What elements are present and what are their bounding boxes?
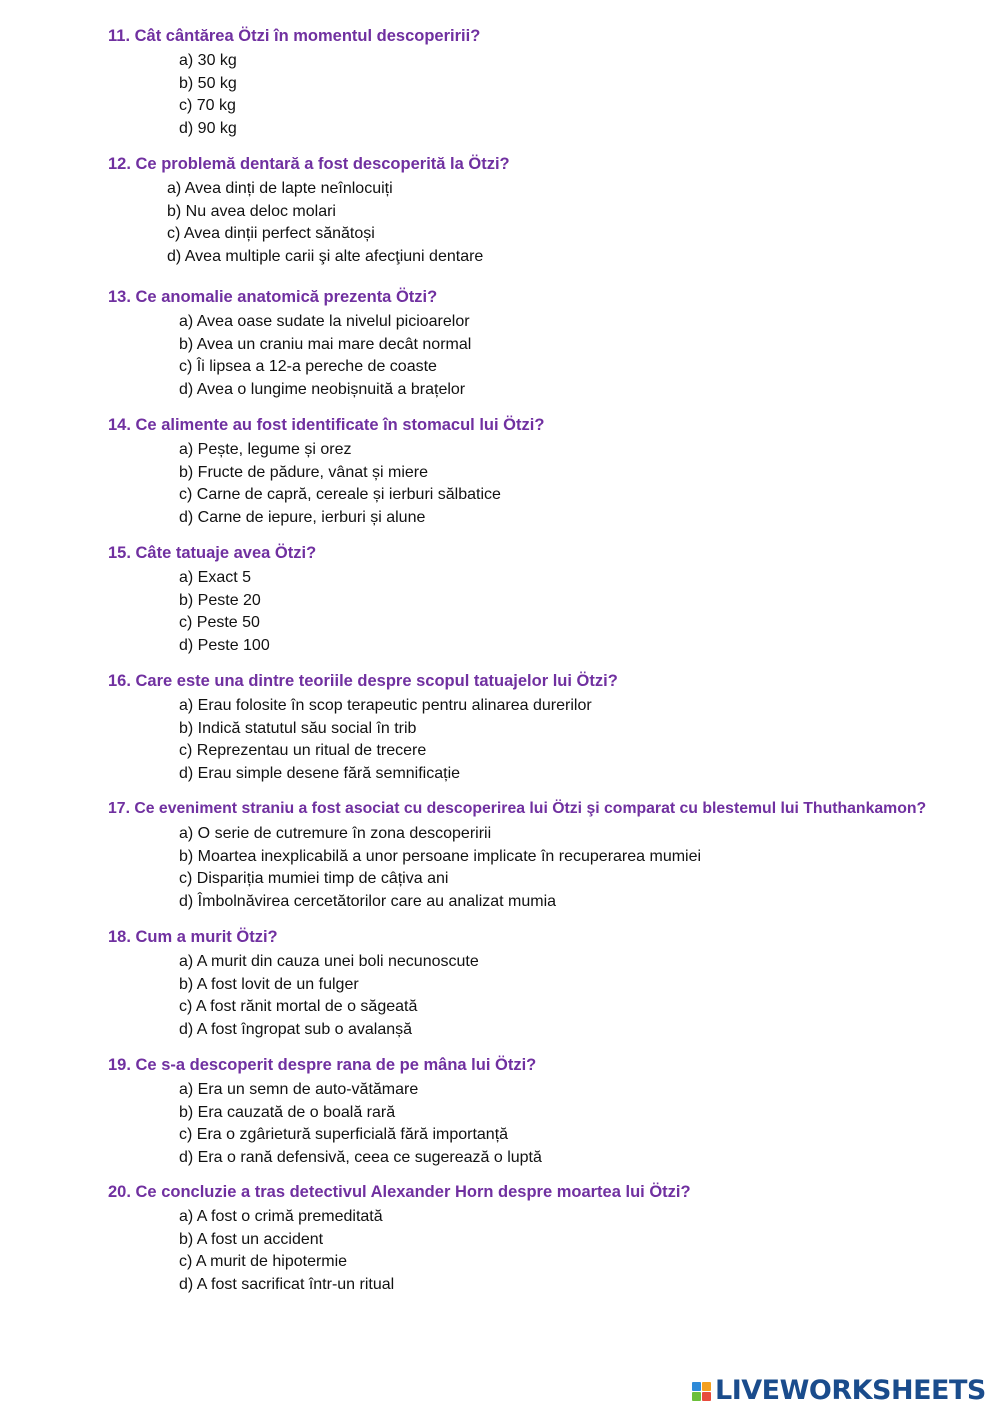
answer-options bbox=[179, 695, 592, 786]
answer-option-c[interactable]: c) Avea dinții perfect sănătoși bbox=[167, 225, 375, 243]
logo-mark-tile bbox=[692, 1382, 701, 1391]
answer-option-b[interactable]: b) Fructe de pădure, vânat și miere bbox=[179, 463, 429, 481]
question-title: 16. Care este una dintre teoriile despre scopul tatuajelor lui Ötzi? bbox=[108, 672, 618, 690]
answer-options bbox=[179, 1206, 394, 1297]
answer-option-b[interactable]: b) A fost lovit de un fulger bbox=[179, 975, 359, 993]
question-title: 14. Ce alimente au fost identificate în stomacul lui Ötzi? bbox=[108, 416, 545, 434]
answer-option-a[interactable]: a) O serie de cutremure în zona descoperirii bbox=[179, 825, 492, 842]
logo-mark-tile bbox=[692, 1392, 701, 1401]
answer-option-d[interactable]: d) A fost îngropat sub o avalanșă bbox=[179, 1021, 413, 1039]
question-title: 12. Ce problemă dentară a fost descoperită la Ötzi? bbox=[108, 155, 510, 173]
answer-option-b[interactable]: b) Avea un craniu mai mare decât normal bbox=[179, 335, 472, 353]
answer-option-b[interactable]: b) Peste 20 bbox=[179, 591, 261, 609]
answer-option-c[interactable]: c) A fost rănit mortal de o săgeată bbox=[179, 998, 418, 1016]
answer-options bbox=[179, 951, 479, 1042]
question-title: 18. Cum a murit Ötzi? bbox=[108, 928, 278, 946]
question-title: 13. Ce anomalie anatomică prezenta Ötzi? bbox=[108, 288, 438, 306]
answer-options bbox=[179, 439, 501, 530]
answer-option-a[interactable]: a) 30 kg bbox=[179, 52, 237, 69]
question-title: 19. Ce s-a descoperit despre rana de pe mâna lui Ötzi? bbox=[108, 1056, 537, 1074]
answer-option-b[interactable]: b) 50 kg bbox=[179, 74, 237, 92]
answer-option-a[interactable]: a) A fost o crimă premeditată bbox=[179, 1208, 383, 1225]
answer-option-d[interactable]: d) A fost sacrificat într-un ritual bbox=[179, 1276, 395, 1294]
answer-option-d[interactable]: d) Era o rană defensivă, ceea ce sugerează o luptă bbox=[179, 1149, 542, 1167]
answer-option-a[interactable]: a) Avea oase sudate la nivelul picioarelor bbox=[179, 313, 470, 330]
question-title: 20. Ce concluzie a tras detectivul Alexander Horn despre moartea lui Ötzi? bbox=[108, 1183, 691, 1201]
answer-option-b[interactable]: b) Nu avea deloc molari bbox=[167, 202, 336, 220]
logo-text: LIVEWORKSHEETS bbox=[715, 1375, 986, 1406]
answer-options bbox=[167, 178, 483, 269]
answer-option-b[interactable]: b) Moartea inexplicabilă a unor persoane implicate în recuperarea mumiei bbox=[179, 847, 702, 865]
answer-option-a[interactable]: a) Erau folosite în scop terapeutic pentru alinarea durerilor bbox=[179, 697, 592, 714]
answer-option-a[interactable]: a) Exact 5 bbox=[179, 569, 252, 586]
logo-mark-tile bbox=[702, 1392, 711, 1401]
answer-option-c[interactable]: c) Carne de capră, cereale și ierburi sălbatice bbox=[179, 486, 501, 504]
answer-options bbox=[179, 1079, 542, 1170]
question-title: 15. Câte tatuaje avea Ötzi? bbox=[108, 544, 317, 562]
logo-mark-tile bbox=[702, 1382, 711, 1391]
answer-option-a[interactable]: a) Era un semn de auto-vătămare bbox=[179, 1081, 419, 1098]
answer-option-c[interactable]: c) Era o zgârietură superficială fără importanță bbox=[179, 1126, 509, 1144]
answer-option-b[interactable]: b) Indică statutul său social în trib bbox=[179, 719, 417, 737]
answer-option-a[interactable]: a) Avea dinți de lapte neînlocuiți bbox=[167, 180, 393, 197]
question-title: 17. Ce eveniment straniu a fost asociat cu descoperirea lui Ötzi şi comparat cu blestemul lui Thuthankamon? bbox=[108, 800, 927, 817]
answer-option-c[interactable]: c) 70 kg bbox=[179, 97, 236, 115]
answer-options bbox=[179, 50, 237, 141]
answer-option-c[interactable]: c) Peste 50 bbox=[179, 614, 260, 632]
answer-option-d[interactable]: d) Erau simple desene fără semnificație bbox=[179, 765, 461, 783]
answer-options bbox=[179, 823, 701, 914]
answer-option-b[interactable]: b) A fost un accident bbox=[179, 1230, 324, 1248]
answer-option-a[interactable]: a) Pește, legume și orez bbox=[179, 441, 352, 458]
answer-option-d[interactable]: d) Peste 100 bbox=[179, 637, 270, 655]
answer-option-c[interactable]: c) Îi lipsea a 12-a pereche de coaste bbox=[179, 358, 437, 376]
answer-option-b[interactable]: b) Era cauzată de o boală rară bbox=[179, 1103, 396, 1121]
answer-option-c[interactable]: c) A murit de hipotermie bbox=[179, 1253, 348, 1271]
answer-option-c[interactable]: c) Reprezentau un ritual de trecere bbox=[179, 742, 427, 760]
liveworksheets-logo[interactable] bbox=[692, 1376, 986, 1406]
question-title: 11. Cât cântărea Ötzi în momentul descoperirii? bbox=[108, 27, 481, 45]
answer-option-c[interactable]: c) Dispariția mumiei timp de câțiva ani bbox=[179, 870, 449, 888]
logo-mark-icon bbox=[692, 1382, 711, 1401]
answer-option-d[interactable]: d) Carne de iepure, ierburi și alune bbox=[179, 509, 426, 527]
answer-option-d[interactable]: d) Avea o lungime neobișnuită a brațelor bbox=[179, 381, 466, 399]
answer-option-d[interactable]: d) 90 kg bbox=[179, 120, 237, 138]
answer-option-d[interactable]: d) Îmbolnăvirea cercetătorilor care au analizat mumia bbox=[179, 893, 557, 911]
answer-options bbox=[179, 311, 471, 402]
answer-option-a[interactable]: a) A murit din cauza unei boli necunoscute bbox=[179, 953, 479, 970]
answer-option-d[interactable]: d) Avea multiple carii şi alte afecţiuni dentare bbox=[167, 248, 484, 266]
answer-options bbox=[179, 567, 270, 658]
